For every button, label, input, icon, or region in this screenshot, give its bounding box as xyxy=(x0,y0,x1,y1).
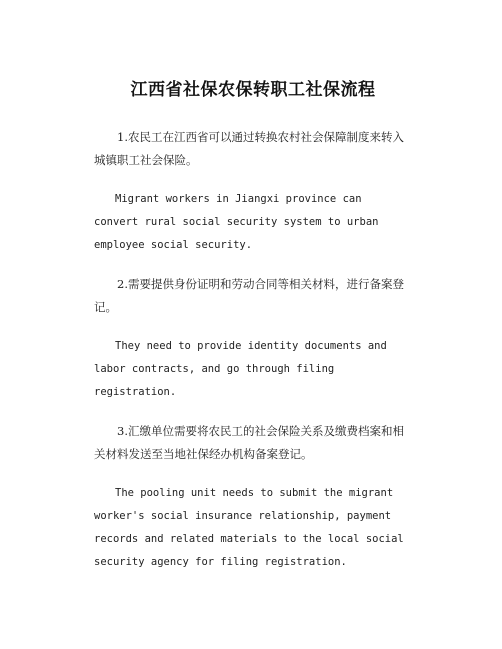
paragraph-3-english: The pooling unit needs to submit the migrant worker's social insurance relationship, payment records and related materials to the local social security agency for filing registration. xyxy=(94,487,404,568)
paragraph-1-chinese: 1.农民工在江西省可以通过转换农村社会保障制度来转入城镇职工社会保险。 xyxy=(94,130,404,167)
paragraph-2-english: They need to provide identity documents and labor contracts, and go through filing registration. xyxy=(94,340,387,398)
paragraph-1-english: Migrant workers in Jiangxi province can convert rural social security system to urban employee social security. xyxy=(94,193,379,251)
document-title: 江西省社保农保转职工社保流程 xyxy=(130,80,376,100)
paragraph-3-chinese: 3.汇缴单位需要将农民工的社会保险关系及缴费档案和相关材料发送至当地社保经办机构备案登记。 xyxy=(94,424,404,461)
paragraph-2-chinese: 2.需要提供身份证明和劳动合同等相关材料，进行备案登记。 xyxy=(94,277,404,314)
